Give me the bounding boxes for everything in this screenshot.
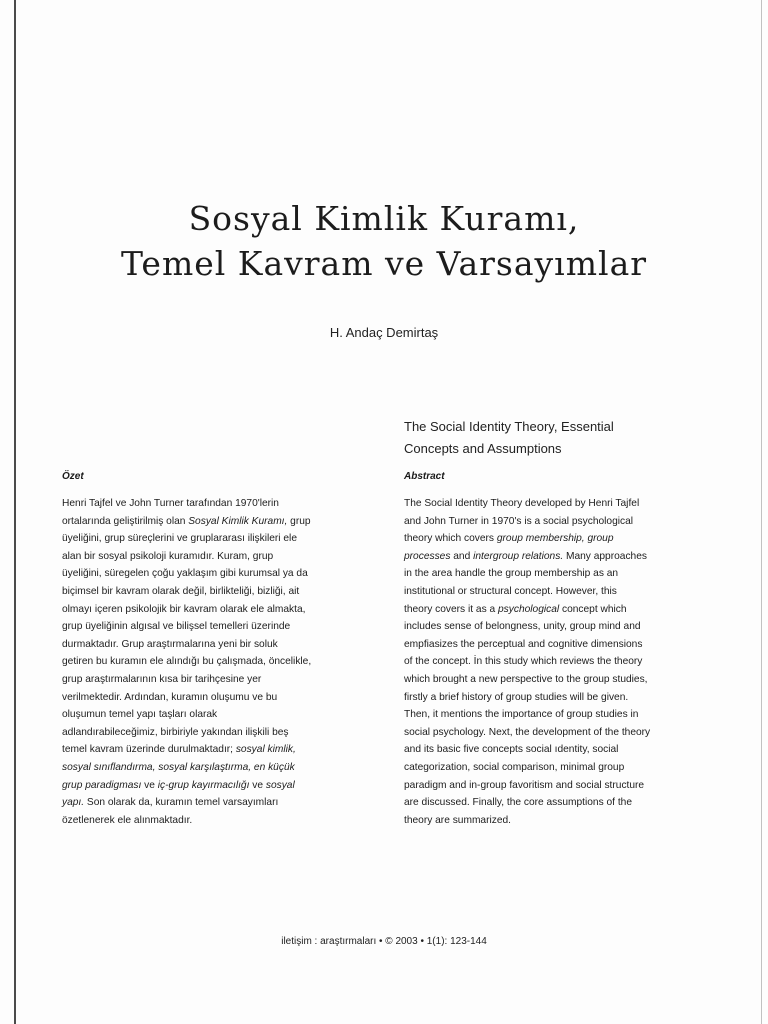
text-line: [62, 794, 362, 812]
text-line: [404, 653, 704, 671]
text-run: ve: [249, 779, 266, 791]
text-run: and: [450, 550, 474, 562]
text-run: üyeliğini, grup süreçlerini ve gruplararası ilişkileri ele: [62, 533, 297, 545]
text-line: [62, 812, 362, 830]
text-line: [404, 724, 704, 742]
text-run: verilmektedir. Ardından, kuramın oluşumu ve bu: [62, 691, 278, 703]
italic-term: iç-grup kayırmacılığı: [157, 779, 250, 791]
text-run: durmaktadır. Grup araştırmalarına yeni bir soluk: [62, 638, 278, 650]
text-line: [62, 583, 362, 601]
abstract-body: [404, 495, 704, 829]
text-run: biçimsel bir kavram olarak değil, birlikteliği, bizliği, ait: [62, 585, 300, 597]
journal-citation: iletişim : araştırmaları • © 2003 • 1(1): 123-144: [281, 936, 487, 947]
article-title-line-1: Sosyal Kimlik Kuramı,: [188, 199, 580, 238]
text-run: alan bir sosyal psikoloji kuramıdır. Kuram, grup: [62, 550, 274, 562]
text-run: üyeliğini, süregelen çoğu yaklaşım gibi kurumsal ya da: [62, 568, 308, 580]
italic-term: group membership, group: [496, 533, 614, 545]
text-line: [62, 565, 362, 583]
page-scan-edge-left: [14, 0, 16, 1024]
text-run: are discussed. Finally, the core assumptions of the: [404, 797, 633, 809]
text-line: [62, 653, 362, 671]
text-run: which brought a new perspective to the group studies,: [404, 673, 648, 685]
text-run: Son olarak da, kuramın temel varsayımları: [84, 797, 279, 809]
text-line: [62, 618, 362, 636]
author-name: H. Andaç Demirtaş: [329, 325, 439, 340]
text-line: [62, 759, 362, 777]
italic-term: intergroup relations.: [473, 550, 564, 562]
text-run: concept which: [559, 603, 627, 615]
italic-term: sosyal kimlik,: [235, 744, 296, 756]
text-line: [62, 706, 362, 724]
text-run: institutional or structural concept. However, this: [404, 585, 617, 597]
english-title: [404, 416, 704, 460]
english-title-line-2: Concepts and Assumptions: [404, 441, 562, 456]
ozet-body: [62, 495, 362, 829]
text-line: [62, 741, 362, 759]
text-run: includes sense of belongness, unity, group mind and: [404, 621, 641, 633]
text-line: [404, 513, 704, 531]
italic-term: psychological: [498, 603, 560, 615]
text-line: [404, 706, 704, 724]
text-run: adlandırabileceğimiz, birbiriyle yakından ilişkili beş: [62, 726, 289, 738]
italic-term: grup paradigması: [62, 779, 142, 791]
text-line: [404, 636, 704, 654]
text-run: getiren bu kuramın ele alındığı bu çalışmada, öncelikle,: [62, 656, 312, 668]
italic-term: sosyal sınıflandırma, sosyal karşılaştırma, en küçük: [62, 761, 295, 773]
italic-term: yapı.: [62, 797, 85, 809]
text-run: grup üyeliğinin algısal ve bilişsel temelleri üzerinde: [62, 621, 291, 633]
text-line: [404, 759, 704, 777]
text-run: The Social Identity Theory developed by Henri Tajfel: [404, 498, 640, 509]
text-run: ortalarında geliştirilmiş olan: [62, 515, 189, 527]
text-line: [404, 495, 704, 513]
text-line: [62, 671, 362, 689]
italic-term: processes: [404, 550, 451, 562]
text-run: social psychology. Next, the development of the theory: [404, 726, 651, 738]
text-line: [62, 724, 362, 742]
text-line: [404, 548, 704, 566]
text-line: [404, 812, 704, 830]
text-run: Then, it mentions the importance of group studies in: [404, 709, 639, 721]
text-run: of the concept. İn this study which reviews the theory: [404, 656, 643, 668]
text-run: empfiasizes the perceptual and cognitive dimensions: [404, 638, 643, 650]
italic-term: sosyal: [265, 779, 295, 791]
text-line: [62, 689, 362, 707]
text-line: [62, 530, 362, 548]
text-run: temel kavram üzerinde durulmaktadır;: [62, 744, 236, 756]
abstract-heading: Abstract: [404, 471, 445, 482]
text-line: [62, 777, 362, 795]
article-title-line-2: Temel Kavram ve Varsayımlar: [120, 244, 648, 283]
text-run: firstly a brief history of group studies will be given.: [404, 691, 629, 703]
text-line: [404, 689, 704, 707]
text-run: grup: [287, 515, 311, 527]
text-run: ve: [141, 779, 158, 791]
text-line: [404, 565, 704, 583]
text-line: [404, 777, 704, 795]
text-line: [404, 671, 704, 689]
text-run: oluşumun temel yapı taşları olarak: [62, 709, 218, 721]
text-line: [62, 548, 362, 566]
text-run: Many approaches: [563, 550, 647, 562]
text-run: olmayı içeren psikolojik bir kavram olarak ele almakta,: [62, 603, 306, 615]
text-run: Henri Tajfel ve John Turner tarafından 1970'lerin: [62, 498, 279, 509]
text-run: and John Turner in 1970's is a social psychological: [404, 515, 634, 527]
text-run: categorization, social comparison, minimal group: [404, 761, 625, 773]
text-line: [404, 741, 704, 759]
text-run: paradigm and in-group favoritism and social structure: [404, 779, 645, 791]
article-title: [0, 196, 768, 286]
text-line: [62, 513, 362, 531]
text-line: [404, 601, 704, 619]
text-line: [404, 794, 704, 812]
text-line: [62, 636, 362, 654]
text-line: [62, 495, 362, 513]
text-line: [404, 583, 704, 601]
italic-term: Sosyal Kimlik Kuramı,: [188, 515, 288, 527]
text-run: theory covers it as a: [404, 603, 498, 615]
text-run: özetlenerek ele alınmaktadır.: [62, 814, 193, 826]
page-scan-edge-right: [761, 0, 762, 1024]
ozet-heading: Özet: [62, 471, 84, 482]
english-title-line-1: The Social Identity Theory, Essential: [404, 419, 614, 434]
text-run: theory which covers: [404, 533, 497, 545]
text-line: [62, 601, 362, 619]
text-line: [404, 530, 704, 548]
text-run: theory are summarized.: [404, 814, 512, 826]
text-run: grup araştırmalarının kısa bir tarihçesine yer: [62, 673, 262, 685]
text-run: in the area handle the group membership as an: [404, 568, 619, 580]
text-line: [404, 618, 704, 636]
text-run: and its basic five concepts social ıdentity, social: [404, 744, 619, 756]
